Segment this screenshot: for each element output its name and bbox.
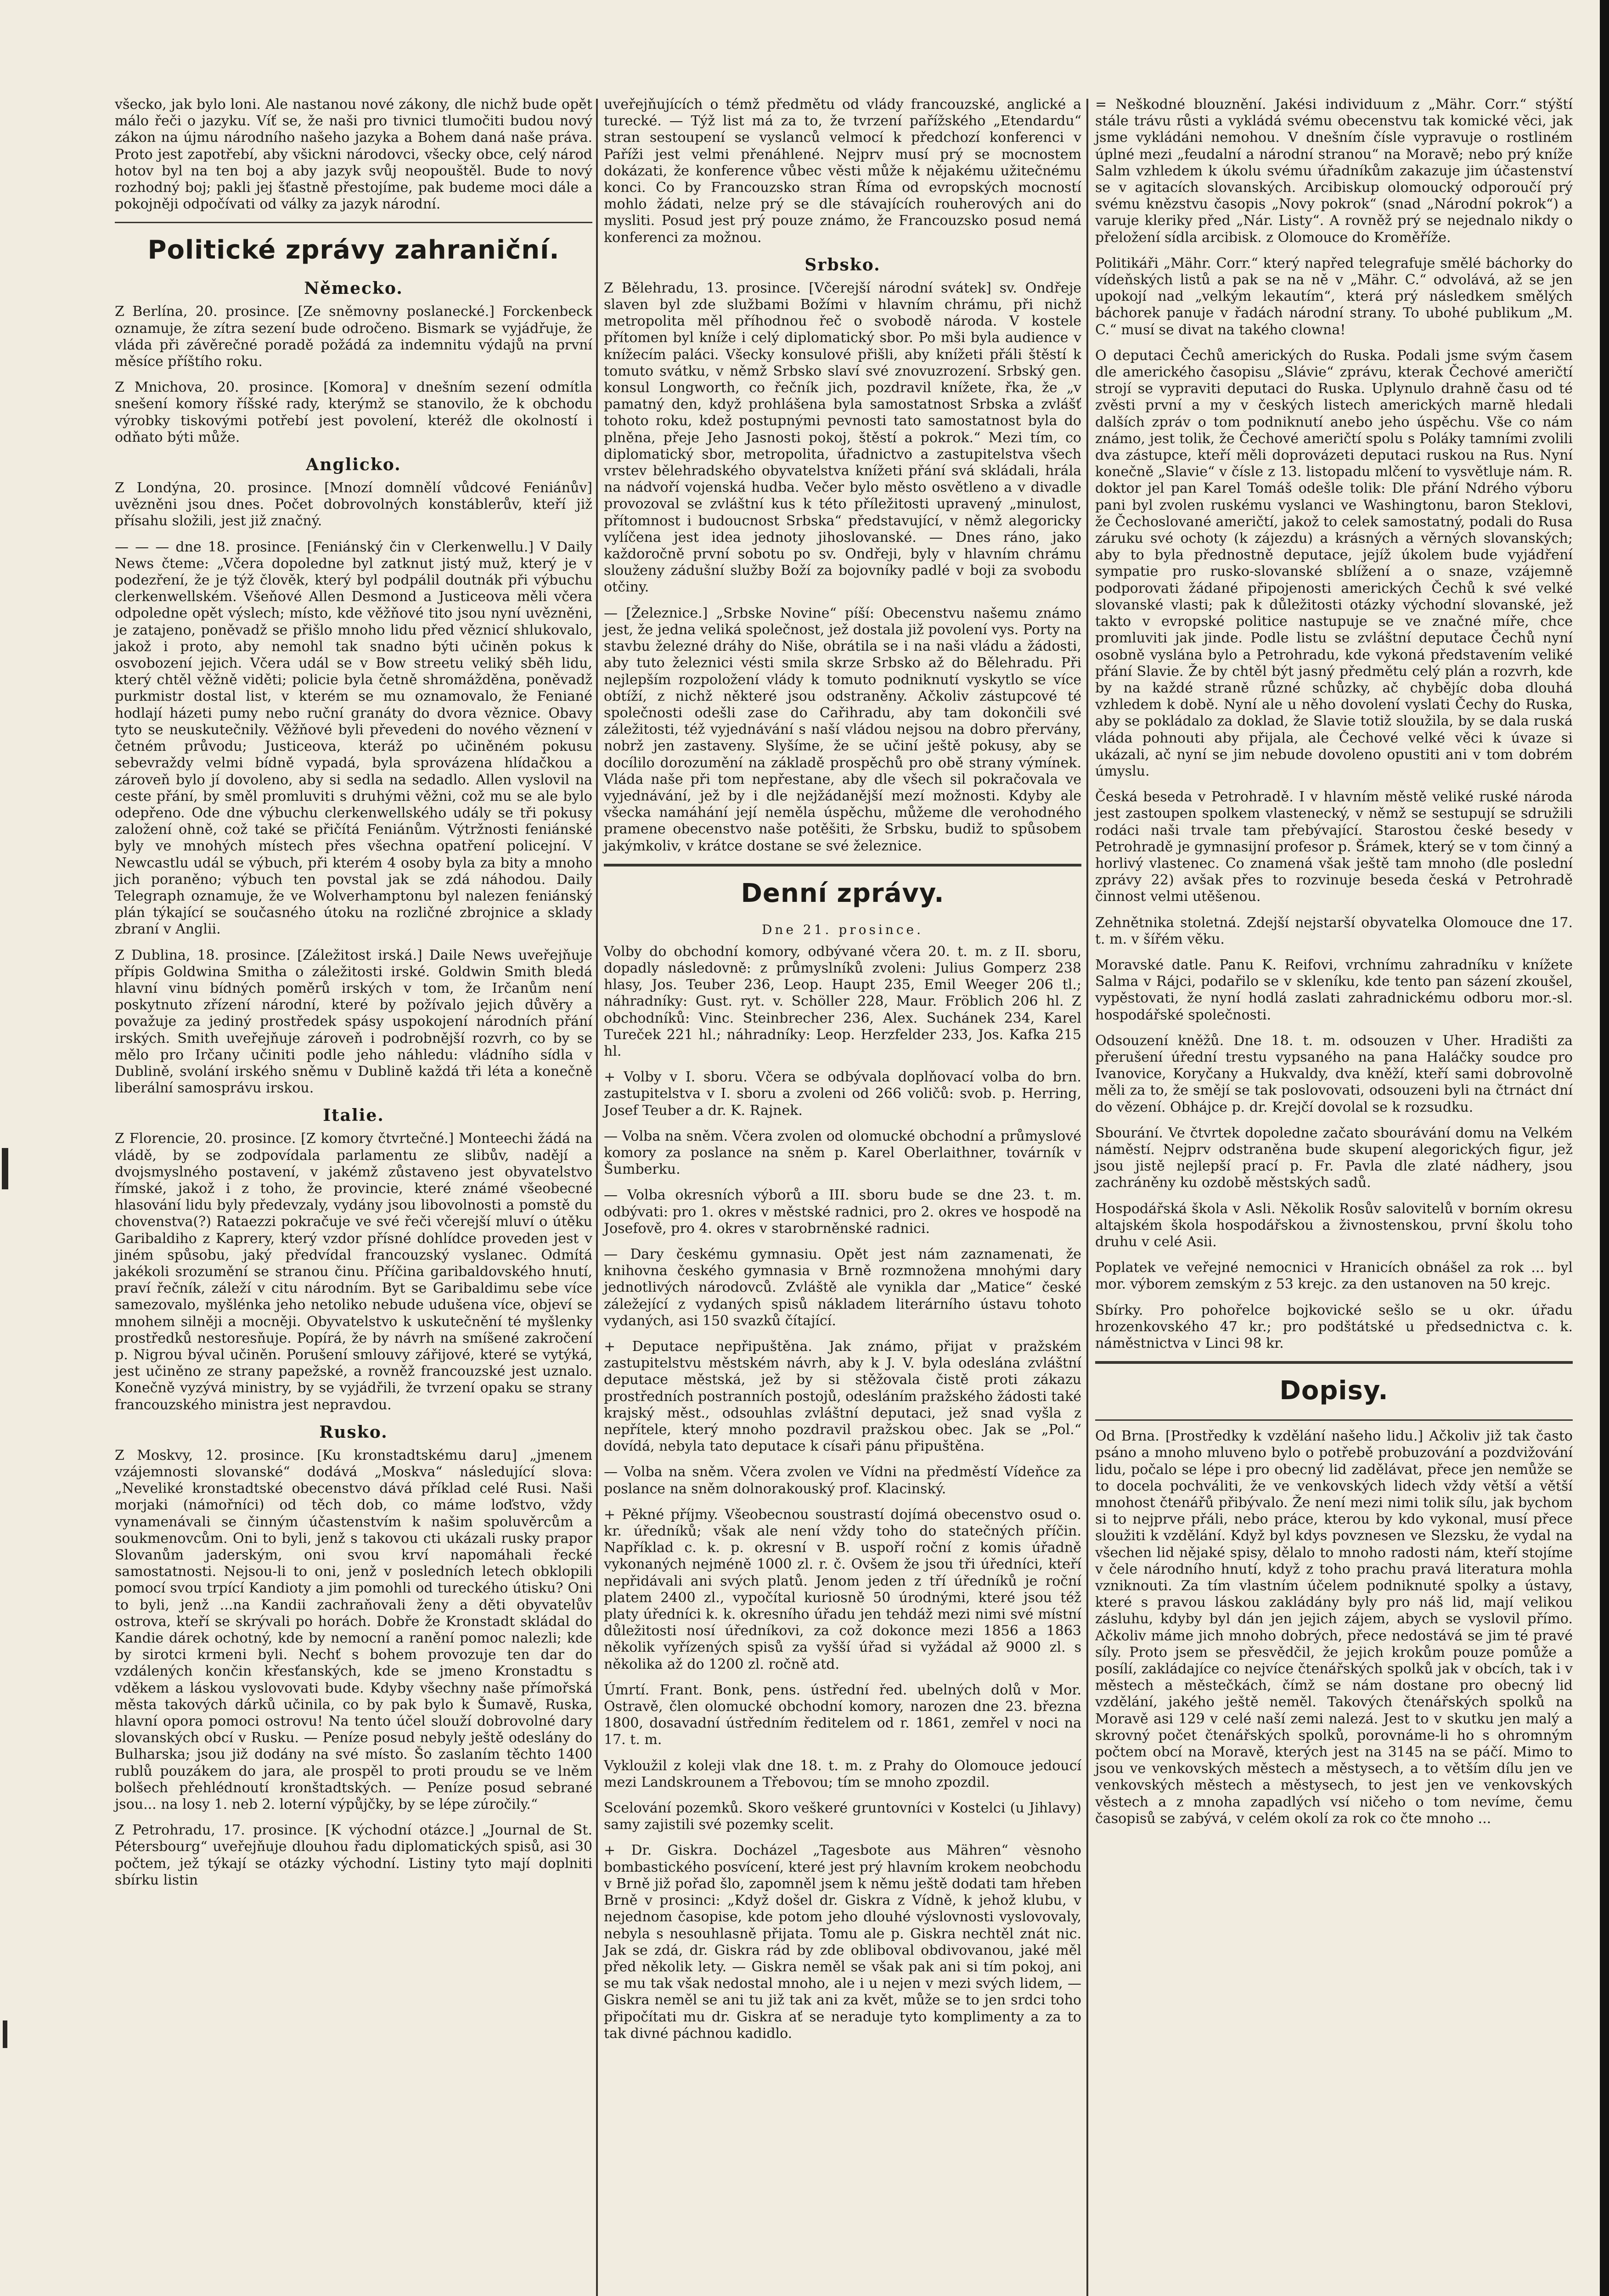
news-item: Z Dublina, 18. prosince. [Záležitost irská.] Daile News uveřejňuje přípis Goldwina Smitha o záležitosti irské. Goldwin Smith bledá hlavní vinu bídných poměrů irských v tom, že Irčanům není poskytnuto zřízení národní, které by požívalo jejich důvěry a považuje za jediný prostředek spásy uspokojení národních přání irských. Smith uveřejňuje zároveň i podrobnější rozvrh, co by se mělo pro Irčany učiniti podle jeho náhledu: vládního sídla v Dublině, svolání irského sněmu v Dublině každá tři léta a konečně liberální samosprávu irskou.: [115, 947, 592, 1097]
news-item: Odsouzení kněžů. Dne 18. t. m. odsouzen v Uher. Hradišti za přerušení úřední trestu vypsaného na pana Haláčky soudce pro Ivanovice, Koryčany a Hukvaldy, dva kněží, kteří sami dobrovolně měli za to, že smějí se tak poslovovati, odsouzeni byli na čtrnáct dní do vězení. Obhájce p. dr. Krejčí dovolal se k rozsudku.: [1095, 1032, 1573, 1115]
news-item: + Dr. Giskra. Docházel „Tagesbote aus Mähren“ vèsnoho bombastického posvícení, které jest prý hlavním krokem neobchodu v Brně již pořad šlo, zapomněl jsem k němu ještě dodati tam hřeben Brně v prosinci: „Když došel dr. Giskra z Vídně, k jehož klubu, v nejednom časopise, kde potom jeho dlouhé výslovnosti vyslovovaly, nebyla s nesouhlasně přijata. Tomu ale p. Giskra nechtěl znát nic. Jak se zdá, dr. Giskra rád by zde obliboval obdivovanou, jaké měl před několik lety. — Giskra neměl se však pak ani si tím pokoj, ani se mu tak však nedostal mnoho, ale i u nejen v mezi svých lidem, — Giskra neměl se ani tu již tak ani za květ, může se to jen srdci toho připočítati mu dr. Giskra ať se neraduje tyto komplimenty a za to tak divné páchnou kadidlo.: [604, 1842, 1081, 2042]
scan-mark: [3, 2020, 7, 2048]
news-item: Z Berlína, 20. prosince. [Ze sněmovny poslanecké.] Forckenbeck oznamuje, že zítra sezení bude odročeno. Bismark se vyjádřuje, že vláda při závěrečné poradě požádá za indemnitu výdajů na první měsíce příštího roku.: [115, 304, 592, 370]
column-2: [604, 96, 1081, 2051]
country-heading: Italie.: [323, 1106, 384, 1125]
news-item: Z Moskvy, 12. prosince. [Ku kronstadtskému daru] „jmenem vzájemnosti slovanské“ dodává „Moskva“ následující slova: „Neveliké kronstadtské obecenstvo dává příklad celé Rusi. Naši morjaki (námořníci) od těch dob, co máme loďstvo, vždy vynamenávali se činným účastenstvím k našim spoluvěrcům a soukmenovcům. Oni to byli, jenž s takovou cti ukázali rusky prapor Slovanům jaderským, oni svou krví napomáhali řecké samostatnosti. Nejsou-li to oni, jenž v posledních letech obklopili pomocí svou trpící Kandioty a jim pomohli od tureckého útisku? Oni to byli, jenž ...na Kandii zachraňovali ženy a děti obyvatelův ostrova, kteří se skrývali po horách. Dobře že Kronstadt skládal do Kandie dárek ochotný, kde by nemocní a ranění pomoc nalezli; kde by sirotci krmeni byli. Nechť s bohem provozuje ten dar do vzdálených končin křesťanských, kde se jmeno Kronstadtu s vděkem a láskou vyslovovati bude. Kdyby všechny naše přímořská města takových dárků učinila, co by pak bylo k Šumavě, Ruska, hlavní opora pomoci ostrovu! Na tento účel slouží dobrovolné dary slovanských obcí v Rusku. — Peníze posud nebyly ještě odeslány do Bulharska; jsou již dodány na své místo. Šo zaslaním těchto 1400 rublů pouzákem do jara, ale prospěl to proti proudu se ve lněm bolšech přehlédnoutí kronštadtských. — Peníze posud sebrané jsou... na losy 1. neb 2. loterní výpůjčky, by se lépe zúročily.“: [115, 1447, 592, 1813]
news-item: — Dary českému gymnasiu. Opět jest nám zaznamenati, že knihovna českého gymnasia v Brně rozmnožena mnohými dary jednotlivých národovců. Zvláště ale vynikla dar „Matice“ české záležející z vydaných spisů nákladem literárního ústavu tohoto vydaných, asi 150 svazků čítající.: [604, 1246, 1081, 1329]
news-item: + Pěkné příjmy. Všeobecnou soustrastí dojímá obecenstvo osud o. kr. úředníků; však ale není vždy toho do statečných příčin. Například c. k. p. okresní v B. uspoří roční z komis úřadně vykonaných nejméně 1000 zl. r. č. Ovšem že jsou tři úředníci, kteří nepřidávali ani svých platů. Jenom jeden z tří úředníků je roční platem 2400 zl., vypočítal kuriosně 50 úrodnými, které jsou též platy úředníci k. k. okresního úřadu jen tehdáž mezi nimi své místní důležitosti nosí úředníkovi, za což dokonce mezi 1856 a 1863 několik vyřízených spisů za vyšší úřad si vyžádal až 9000 zl. s několika až do 1200 zl. ročně atd.: [604, 1506, 1081, 1672]
divider: [1095, 1361, 1573, 1364]
article-text: všecko, jak bylo loni. Ale nastanou nové zákony, dle nichž bude opět málo řeči o jazyku. Víť se, že naši pro tivnici tlumočiti budou nový zákon na újmu národního našeho jazyka a Bohem daná naše práva. Proto jest zapotřebí, aby všickni národovci, všecky obce, celý národ hotov byl na ten boj a aby jazyk svůj neopouštěl. Bude to nový rozhodný boj; pakli jej šťastně přestojíme, pak budeme moci dále a pokojněji odpočívati od války za jazyk národní.: [115, 96, 592, 213]
news-item: Z Petrohradu, 17. prosince. [K východní otázce.] „Journal de St. Pétersbourg“ uveřejňuje dlouhou řadu diplomatických spisů, asi 30 počtem, jež týkají se otázky východní. Listiny tyto mají doplniti sbírku listin: [115, 1822, 592, 1888]
news-item: + Deputace nepřipuštěna. Jak známo, přijat v pražském zastupitelstvu městském návrh, aby k J. V. byla odeslána zvláštní deputace městská, jež by si stěžovala čistě proti zákazu prostředních postranních postojů, odesláním pražského žádosti také krajský měst., odsouhlas zvláštní deputaci, jež snad vyšla z nepřítele, který mnoho pozdravil pražskou obec. Jak se „Pol.“ dovídá, nebyla tato deputace k císaři pánu připuštěna.: [604, 1339, 1081, 1455]
news-item: — Volba okresních výborů a III. sboru bude se dne 23. t. m. odbývati: pro 1. okres v městské radnici, pro 2. okres ve hospodě na Josefově, pro 4. okres v starobrněnské radnici.: [604, 1187, 1081, 1237]
country-heading: Anglicko.: [306, 455, 401, 475]
divider: [1095, 1419, 1573, 1421]
news-item: Scelování pozemků. Skoro veškeré gruntovníci v Kostelci (u Jihlavy) samy zajistili své pozemky scelit.: [604, 1800, 1081, 1833]
column-rule: [1086, 99, 1088, 2296]
divider: [115, 222, 592, 223]
section-heading: Dopisy.: [1279, 1376, 1389, 1406]
country-heading: Německo.: [304, 279, 403, 298]
news-item: + Volby v I. sboru. Včera se odbývala doplňovací volba do brn. zastupitelstva v I. sboru a zvoleni od 266 voličů: svob. p. Herring, Josef Teuber a dr. K. Rajnek.: [604, 1069, 1081, 1119]
news-item: — Volba na sněm. Včera zvolen ve Vídni na předměstí Vídeňce za poslance na sněm dolnorakouský prof. Klacinský.: [604, 1464, 1081, 1497]
scan-mark: [2, 1148, 8, 1189]
news-item: — [Železnice.] „Srbske Novine“ píší: Obecenstvu našemu známo jest, že jedna veliká společnost, jež dostala již povolení vys. Porty na stavbu železné dráhy do Niše, obrátila se i na naši vládu a žádosti, aby tuto železnici vésti smila skrze Srbsko až do Bělehradu. Při nejlepším rozpoložení vlády k tomuto podniknutí vyskytlo se více obtíží, z nichž některé jsou odstraněny. Ačkoliv zástupcové té společnosti odešli zase do Cařihradu, aby tam dokončili své záležitosti, též vyjednávání s naší vládou nejsou na dobro přervány, nobrž jen zastaveny. Slyšíme, že se učiní ještě pokusy, aby se docílilo dorozumění na základě prospěchů pro obě strany výmínek. Vláda naše při tom nepřestane, aby dle všech sil pokračovala ve vyjednávání, jež by i dle nejžádanější mezí možnosti. Kdyby ale všecka namáhání její neměla úspěchu, můžeme dle verohodného pramene obecenstvo naše potěšiti, že Srbsku, budiž to spůsobem jakýmkoliv, v krátce dostane se své železnice.: [604, 605, 1081, 854]
country-heading: Rusko.: [319, 1422, 388, 1442]
dateline: Dne 21. prosince.: [761, 922, 924, 937]
scan-border: [1600, 0, 1609, 2296]
news-item: Hospodářská škola v Asli. Několik Rosův salovitelů v borním okresu altajském škola hospodářskou a živnostenskou, první školu toho druhu v celé Asii.: [1095, 1200, 1573, 1250]
news-item: Politikáři „Mähr. Corr.“ který napřed telegrafuje smělé báchorky do vídeňských listů a pak se na ně v „Mähr. C.“ odvolává, až se jen upokojí nad „velkým lekautím“, která prý následkem smělých báchorek panuje v řadách národní strany. To ubohé publikum „M. C.“ musí se divat na takého clowna!: [1095, 255, 1573, 338]
news-item: Moravské datle. Panu K. Reifovi, vrchnímu zahradníku v knížete Salma v Rájci, podařilo se v skleníku, kde tento pan sázení zkoušel, vypěstovati, že nyní hodlá zaslati zahradnickému odboru mor.-sl. hospodářské společnosti.: [1095, 957, 1573, 1023]
news-item: Česká beseda v Petrohradě. I v hlavním městě veliké ruské národa jest zastoupen spolkem vlastenecký, v němž se sestupují se sdružili rodáci naši trvale tam přebývající. Starostou české besedy v Petrohradě je gymnasijní profesor p. Šrámek, který se v tom činný a horlivý vlastenec. Co znamená však ještě tam mnoho (dle poslední zprávy 22) avšak přes to rozvinuje beseda česká v Petrohradě činnost velmi utěšenou.: [1095, 789, 1573, 905]
news-item: Volby do obchodní komory, odbývané včera 20. t. m. z II. sboru, dopadly následovně: z průmyslníků zvoleni: Julius Gomperz 238 hlasy, Jos. Teuber 236, Leop. Haupt 235, Emil Weeger 206 tl.; náhradníky: Gust. ryt. v. Schöller 228, Maur. Fröblich 206 hl. Z obchodníků: Vinc. Steinbrecher 236, Alex. Suchánek 234, Karel Tureček 221 hl.; náhradníky: Leop. Herzfelder 233, Jos. Kafka 215 hl.: [604, 943, 1081, 1059]
news-item: Z Florencie, 20. prosince. [Z komory čtvrtečné.] Monteechi žádá na vládě, by se zodpovídala parlamentu ze slibův, nadějí a dvojsmyslného postavení, v jakémž zůstaveno jest obyvatelstvo římské, jakož i z toho, že provincie, které známé všeobecné hlasování lidu byly předevzaly, vydány jsou libovolnosti a pomstě du chovenstva(?) Rataezzi pokračuje ve své řeči včerejší mluví o útěku Garibaldiho z Kaprery, který vzdor přísné dohlídce proveden jest v jiném spůsobu, jaký předvídal francouzský vyslanec. Odmítá jakékoli srozumění se stranou činu. Příčina garibaldovského hnutí, praví řečník, záleží v citu národním. Byt se Garibaldimu sebe více samezovalo, myšlénka jeho netoliko nebude udušena více, objeví se mnohem silněji a mocněji. Obyvatelstvo k uskutečnění té myšlenky prostředků nestoresňuje. Popírá, že by návrh na smíšené zakročení p. Nigrou býval učiněn. Porušení smlouvy zářijové, které se vytýká, jest učiněno ze strany papežské, a rovněž francouzské jest uznalo. Konečně vyzývá ministry, by se vyjádřili, že tvrzení opaku se strany francouzského ministra jest nepravdou.: [115, 1131, 592, 1413]
column-3: [1095, 96, 1573, 1836]
news-item: Z Bělehradu, 13. prosince. [Včerejší národní svátek] sv. Ondřeje slaven byl zde službami Božími v hlavním chrámu, při nichž metropolita měl příhodnou řeč o svobodě národa. V kostele přítomen byl kníže i celý diplomatický sbor. Po mši byla audience v knížecím paláci. Všecky konsulové přišli, aby knížeti přáli štěstí k tomuto svátku, v němž Srbsko slaví své znovuzrození. Srbský gen. konsul Longworth, co řečník jich, pozdravil knížete, řka, že „v pamatný den, když prohlášena byla samostatnost Srbska a zvlášť tohoto roku, kdež postupnými pevnosti tato samostatnost byla do plněna, přeje Jeho Jasnosti pokoj, štěstí a pokrok.“ Mezi tím, co diplomatický sbor, metropolita, úřadnictvo a zastupitelstva všech vrstev bělehradského obyvatelstva knížeti přání svá skládali, hrála na nádvoří vojenská hudba. Večer bylo město osvětleno a v divadle provozoval se zvláštní kus k této příležitosti upravený „minulost, přítomnost i budoucnost Srbska“ představující, v němž alegoricky vylíčena jest idea jednoty jihoslovanské. — Dnes ráno, jako každoročně první sobotu po sv. Ondřeji, byly v hlavním chrámu slouženy zádušní služby Boží za bojovníky padlé v boji za svobodu otčiny.: [604, 280, 1081, 596]
news-item: uveřejňujících o témž předmětu od vlády francouzské, anglické a turecké. — Týž list má za to, že tvrzení pařížského „Etendardu“ stran sestoupení se vyslanců velmocí k předchozí konferenci v Paříži jest velmi přenáhlené. Nejprv musí prý se mocnostem dokázati, že konference vůbec věsti může k nějakému užitečnému konci. Co by Francouzsko stran Říma od evropských mocností mohlo žádati, nelze prý se dle stávajících rouherových ani do mysliti. Posud jest prý pouze známo, že Francouzsko posud nemá konferenci za možnou.: [604, 96, 1081, 246]
news-item: Z Mnichova, 20. prosince. [Komora] v dnešním sezení odmítla snešení komory říšské rady, kterýmž se stanovilo, že k obchodu výrobky tiskovými potřebí jest povolení, kteréž dle okolností i odňato býti může.: [115, 379, 592, 445]
news-item: Z Londýna, 20. prosince. [Mnozí domnělí vůdcové Feniánův] uvězněni jsou dnes. Počet dobrovolných konstáblerův, kteří již přísahu složili, jest již značný.: [115, 480, 592, 529]
news-item: — Volba na sněm. Včera zvolen od olomucké obchodní a průmyslové komory za poslance na sněm p. Karel Oberlaithner, továrník v Šumberku.: [604, 1128, 1081, 1178]
news-item: O deputaci Čechů amerických do Ruska. Podali jsme svým časem dle amerického časopisu „Slávie“ zprávu, kterak Čechové američtí strojí se vypraviti deputaci do Ruska. Uplynulo drahně času od té zvěsti první a my v českých listech amerických marně hledali dalších zpráv o tom podniknutí anebo jeho úspěchu. Vše co nám známo, jest tolik, že Čechové američtí spolu s Poláky tamními zvolili dva zástupce, kteří měli doprovázeti deputaci ruskou na Rus. Nyní konečně „Slavie“ v čísle z 13. listopadu mlčení to vysvětluje nám. R. doktor jel pan Karel Tomáš odešle tolik: Dle přání Ndrého výboru pani byl zvolen ruskému vyslanci ve Washingtonu, baron Steklovi, že Čechoslované američtí, jakož to celek samostatný, podali do Rusa záruku své ochoty (k zájezdu) a krásných a věrných slovanských; aby to byla přednostně deputace, jejíž úkolem bude vyjádření sympatie pro rusko-slovanské sblížení a o snaze, vzájemně podporovati žádané připojenosti amerických Čechů k své velké slovanské vlasti; pak k důležitosti otázky východní slovanské, jež takto v evropské politice nastupuje se ve značné míře, chce promluviti jak jinde. Podle listu se zvláštní deputace Čechů nyní osobně vyslána bylo a Petrohradu, kde vykoná představením veliké přání Slavie. Že by chtěl být jasný předmětu celý plán a rozvrh, kde by na každé straně různé schůzky, ač chybějíc doba dlouhá vzhledem k době. Nyní ale u něho dovolení vyslati Čechy do Ruska, aby se pokládalo za doklad, že Slavie totiž sloužila, by se dala ruská vláda pohnouti aby přijala, ale Čechové velké věci k úvaze si ukázali, ač nyní se jim nebude dovoleno opustiti ani v tom dobrém úmyslu.: [1095, 347, 1573, 779]
news-item: Od Brna. [Prostředky k vzdělání našeho lidu.] Ačkoliv již tak často psáno a mnoho mluveno bylo o potřebě probuzování a pozdvižování lidu, počalo se lépe i pro obecný lid zadělávat, přece jen nemůže se to docela pochváliti, že ve venkovských lidech vždy větší a větší mnohost čtenářů přibývalo. Že není mezi nimi tolik sílu, jak bychom si to nejprve přáli, nebo práce, kterou by kdo vykonal, musí přece sloužiti k vzdělání. Když byl kdys povznesen ve Slezsku, že vydal na všechen lid nějaké spisy, dělalo to mnoho radosti nám, kteří stojíme v čele národního hnutí, když z toho prachu pravá literatura mohla vzniknouti. Za tím vlastním účelem podniknuté spolky a ústavy, které s pravou láskou zakládány byly pro náš lid, mají velikou zásluhu, kdyby byl dán jen jejich zájem, abych se vyslovil přímo. Ačkoliv máme jich mnoho dobrých, přece nedostává se jim té pravé síly. Proto jsem se přesvědčil, že jejich krokům pouze pomůže a posílí, zakládajíce co nejvíce čtenářských spolků jak v obcích, tak i v městech a městečkách, čímž se nám dostane pro obecný lid vzdělání, jakého ještě neměl. Takových čtenářských spolků na Moravě asi 129 v celé naší zemi nalezá. Jest to v skutku jen malý a skrovný počet čtenářských spolků, porovnáme-li ho s ohromným počtem obcí na Moravě, kterých jest na 3145 na se páčí. Mimo to jsou ve venkovských městech a městysech, a to větším dílu jen ve venkovských městech a městysech, to jest jen ve venkovských věstech a z mnoha zapadlých vsí ničeho o tom nevíme, čemu časopisů se zabývá, v celém okolí za rok co čte mnoho ...: [1095, 1428, 1573, 1827]
column-rule: [596, 99, 598, 2296]
news-item: Zehnětnika stoletná. Zdejší nejstarší obyvatelka Olomouce dne 17. t. m. v šířém věku.: [1095, 914, 1573, 947]
news-item: = Neškodné blouznění. Jakési individuum z „Mähr. Corr.“ stýští stále trávu růsti a vykládá svému obecenstvu tak komické věci, jak jsme vykládáni nemohou. V dnešním čísle vypravuje o rostliném úplné mezi „feudalní a národní stranou“ na Moravě; nebo prý kníže Salm vzhledem k úkolu svému úřadníkům zakazuje jim účastenství se v agitacích slovanských. Arcibiskup olomoucký odporoučí prý svému knězstvu časopis „Novy pokrok“ (snad „Národní pokrok“) a varuje kleriky před „Nár. Listy“. A rovněž prý se nejednalo nikdy o přeložení sídla arcibisk. z Olomouce do Kroměříže.: [1095, 96, 1573, 246]
news-item: Poplatek ve veřejné nemocnici v Hranicích obnášel za rok ... byl mor. výborem zemským z 53 krejc. za den ustanoven na 50 krejc.: [1095, 1260, 1573, 1293]
news-item: Sbourání. Ve čtvrtek dopoledne začato sbourávání domu na Velkém náměstí. Nejprv odstraněna bude skupení alegorických figur, jež jsou jistě nejlepší prací p. Fr. Pavla dle zlaté nádhery, jsou zachráněny ku ozdobě městských sadů.: [1095, 1125, 1573, 1191]
news-item: — — — dne 18. prosince. [Feniánský čin v Clerkenwellu.] V Daily News čteme: „Včera dopoledne byl zatknut jistý muž, který je v podezření, že je týž člověk, který byl podpálil doutnák při výbuchu clerkenwellském. Všeňové Allen Desmond a Justiceova měli včera odpoledne opět výslech; místo, kde věžňové tito jsou nyní uvězněni, je zatajeno, poněvadž se přišlo mnoho lidu před věznicí shlukovalo, jakož i proto, aby nemohl tak snadno býti učiněn pokus k osvobození jejich. Včera udál se v Bow streetu veliký sběh lidu, který chtěl věžně viděti; policie byla četně shromážděna, poněvadž purkmistr dostal list, v kterém se mu oznamovalo, že Feniané hodlají házeti pumy nebo ruční granáty do dvora věznice. Obavy tyto se neuskutečnily. Věžňové byli převedeni do nového věznení v četném průvodu; Justiceova, kteráž po učiněném pokusu sebevraždy velmi bídně vypadá, byla sprovázena hlídačkou a zároveň bylo jí dovoleno, aby si sedla na sedadlo. Allen vyslovil na ceste přání, by směl promluviti s druhými věžni, což mu se ale bylo odepřeno. Ode dne výbuchu clerkenwellského udály se tři pokusy založení ohně, což také se přičítá Feniánům. Výtržnosti feniánské byly ve mnohých místech přes všechna opatření policejní. V Newcastlu udál se výbuch, při kterém 4 osoby byla za bity a mnoho jich poraněno; výbuch ten povstal jak se zdá náhodou. Daily Telegraph oznamuje, že ve Wolverhamptonu byl nalezen feniánský plán týkající se současného útoku na rozličné zbrojnice a sklady zbraní v Anglii.: [115, 539, 592, 938]
news-item: Sbírky. Pro pohořelce bojkovické sešlo se u okr. úřadu hrozenkovského 47 kr.; pro podštátské u předsednictva c. k. náměstnictva v Linci 98 kr.: [1095, 1302, 1573, 1352]
news-item: Vykloužil z koleji vlak dne 18. t. m. z Prahy do Olomouce jedoucí mezi Landskrounem a Třebovou; tím se mnoho zpozdil.: [604, 1757, 1081, 1790]
news-item: Úmrtí. Frant. Bonk, pens. ústřední řed. ubelných dolů v Mor. Ostravě, člen olomucké obchodní komory, narozen dne 23. března 1800, dosavadní ústředním ředitelem od r. 1861, zemřel v noci na 17. t. m.: [604, 1682, 1081, 1748]
divider: [604, 864, 1081, 867]
country-heading: Srbsko.: [804, 255, 881, 275]
column-1: [115, 96, 592, 1898]
section-heading: Denní zprávy.: [741, 878, 945, 908]
section-heading: Politické zprávy zahraniční.: [147, 235, 560, 265]
